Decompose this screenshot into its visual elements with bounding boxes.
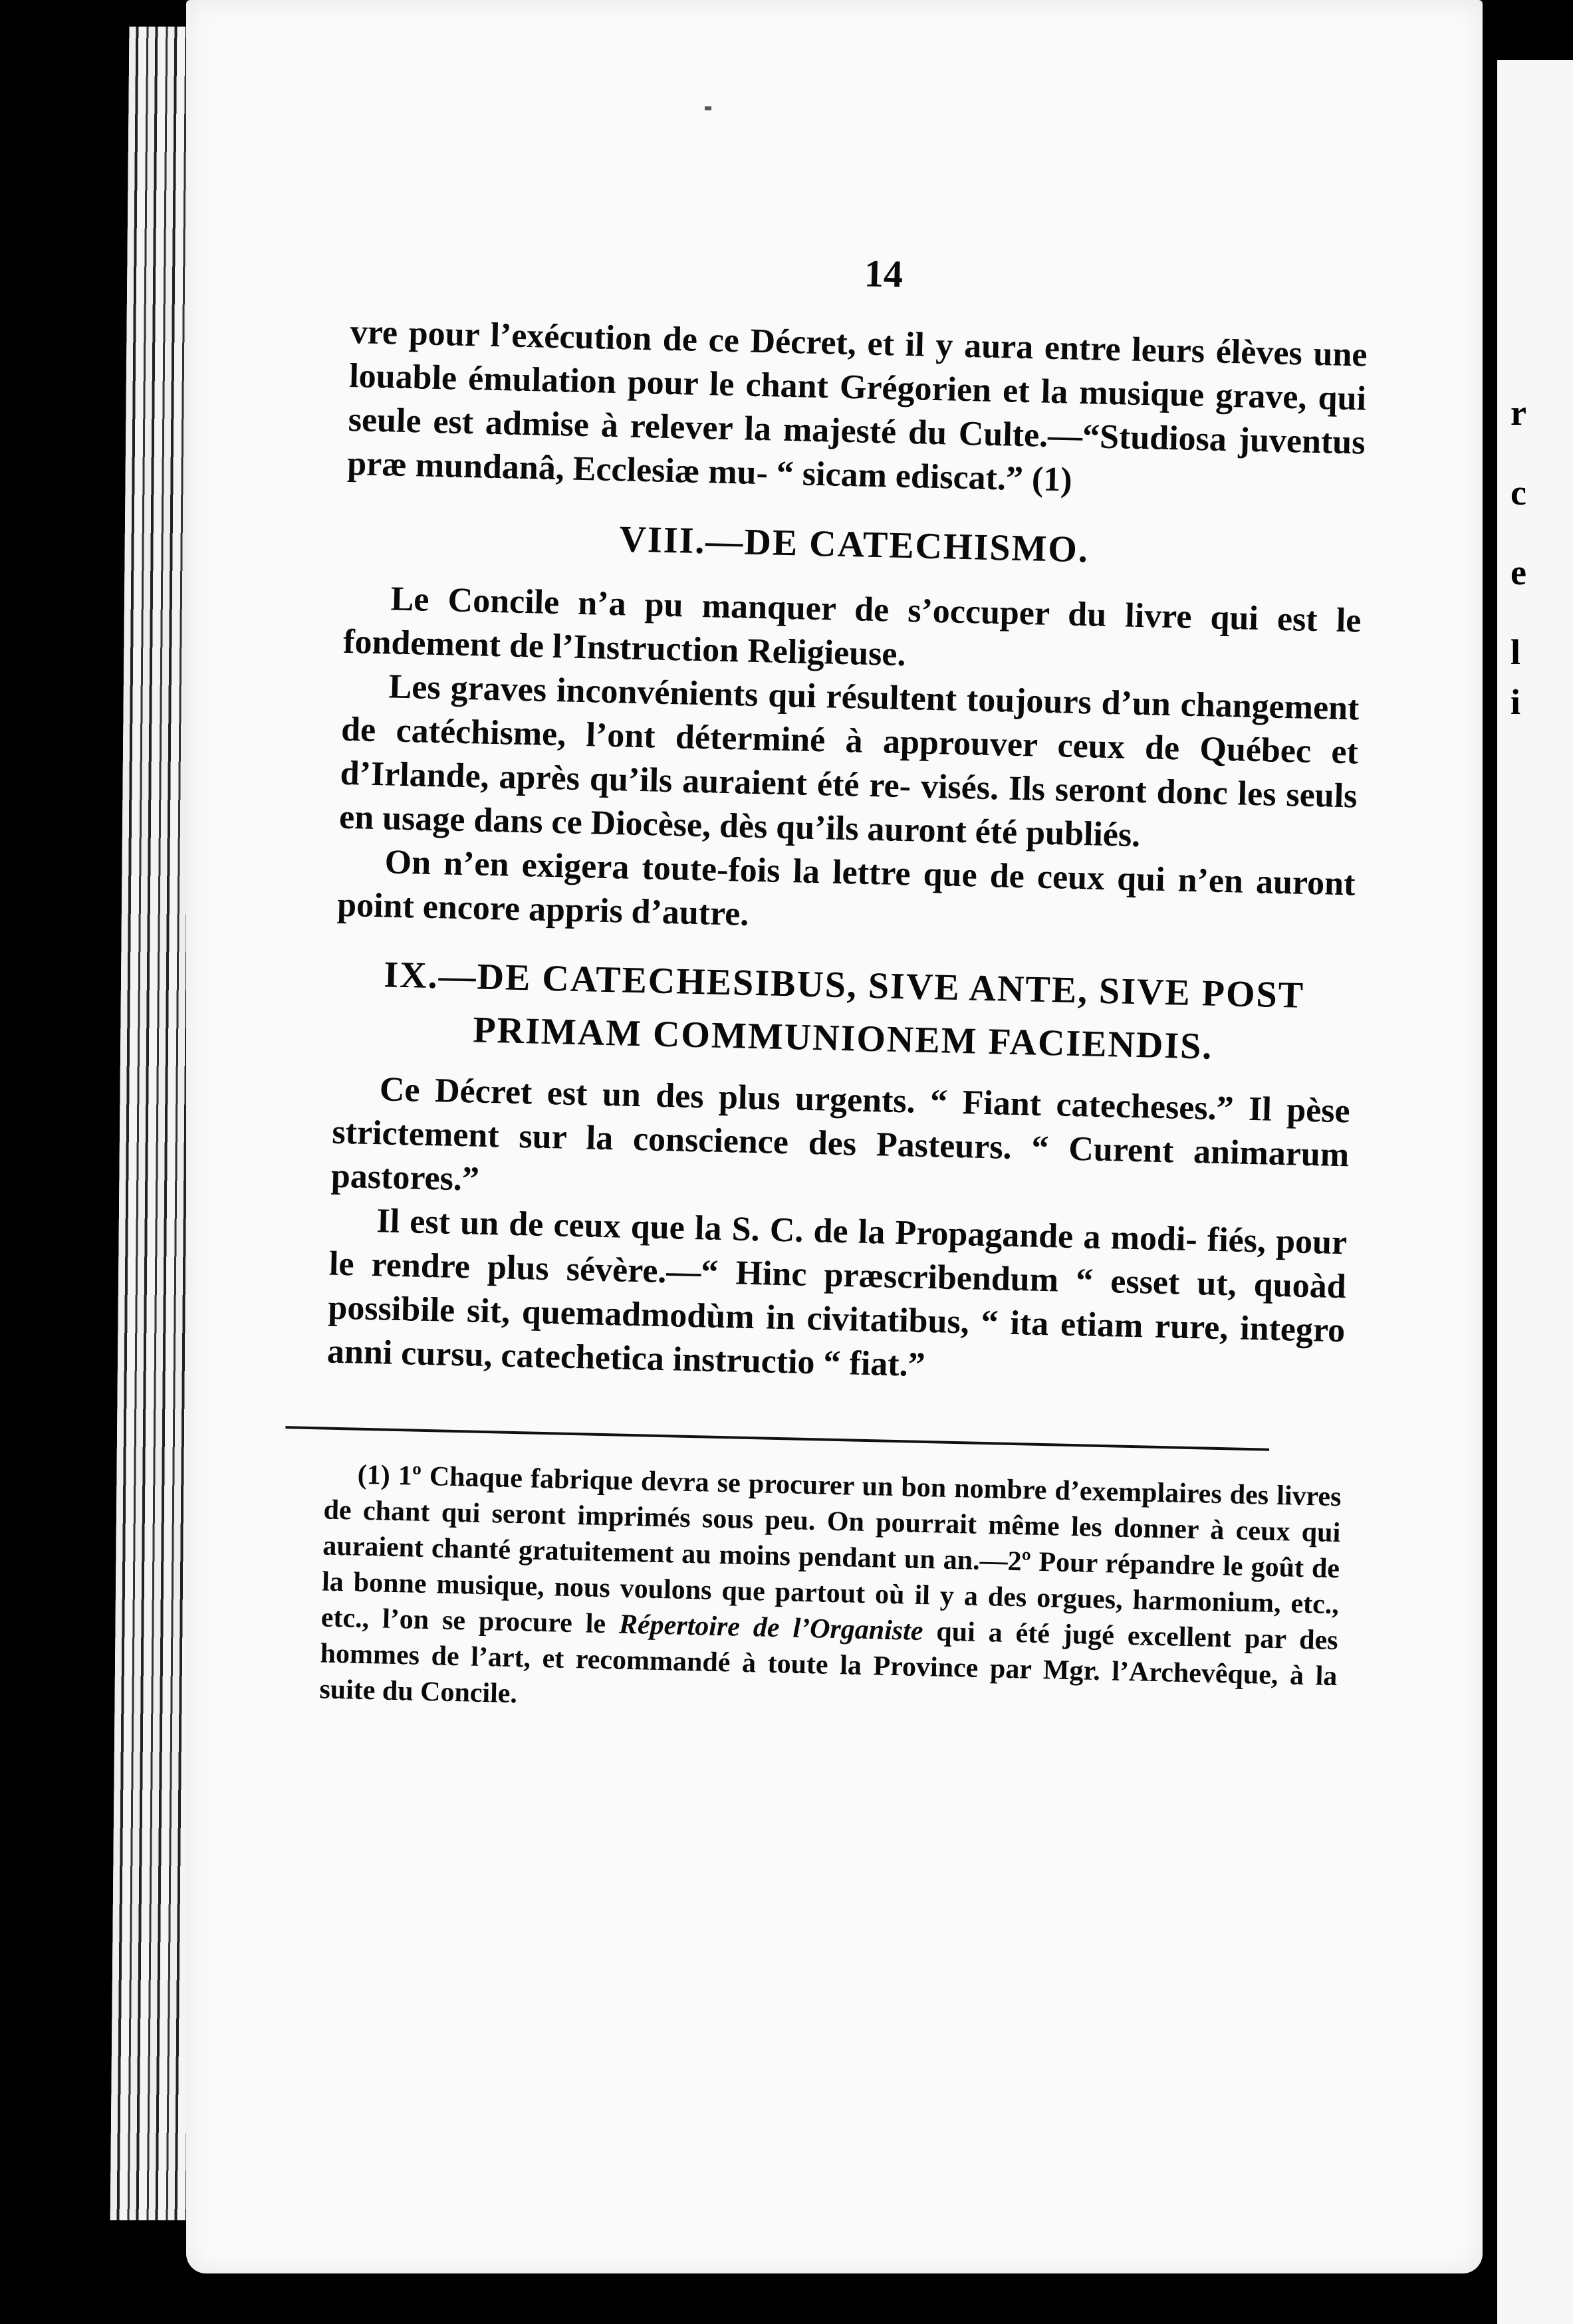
paragraph: Le Concile n’a pu manquer de s’occuper du livre qui est le fondement de l’Instruction Religieuse.: [342, 580, 1362, 674]
section-heading-viii: VIII.—DE CATECHISMO.: [618, 519, 1090, 571]
facing-page-letter: r: [1511, 393, 1526, 433]
section-heading-ix-line2: PRIMAM COMMUNIONEM FACIENDIS.: [472, 1009, 1214, 1068]
section-heading-ix: [334, 947, 1353, 1077]
ink-speck: [705, 106, 711, 110]
facing-page-letter: e: [1511, 552, 1526, 592]
footnote-text: qui a été jugé excellent par des hommes de l’art, et recommandé à toute la Province par Mgr. l’Archevêque, à la suite du Concile.: [318, 1616, 1339, 1710]
facing-page-letter: l: [1511, 632, 1521, 672]
paragraph: Les graves inconvénients qui résultent toujours d’un changement de catéchisme, l’ont déterminé à approuver ceux de Québec et d’Irlande, après qu’ils auraient été re- visés. Ils seront donc les seuls en usage dans ce Diocèse, dès qu’ils auront été publiés.: [338, 667, 1360, 855]
paragraph: Ce Décret est un des plus urgents. “ Fiant catecheses.” Il pèse strictement sur la conscience des Pasteurs. “ Curent animarum pastores.”: [330, 1070, 1351, 1199]
footnote: [319, 1456, 1342, 1731]
footnote-text: (1) 1º Chaque fabrique devra se procurer un bon nombre d’exemplaires des livres de chant qui seront imprimés sous peu. On pourrait même les donner à ceux qui auraient chanté gratuitement au moins pendant un an.—2º Pour répandre le goût de la bonne musique, nous voulons que partout où il y a des orgues, harmonium, etc., etc., l’on se procure le: [320, 1459, 1342, 1640]
paragraph: vre pour l’exécution de ce Décret, et il y aura entre leurs élèves une louable émulation pour le chant Grégorien et la musique grave, qui seule est admise à relever la majesté du Culte.—“Studiosa juventus præ mundanâ, Ecclesiæ mu- “ sicam ediscat.” (1): [346, 312, 1368, 499]
facing-page-letter: c: [1511, 473, 1526, 513]
paragraph: Il est un de ceux que la S. C. de la Propagande a modi- fiés, pour le rendre plus sévère.—“ Hinc præscribendum “ esset ut, quoàd possibile sit, quemadmodùm in civitatibus, “ ita etiam rure, integro anni cursu, catechetica instructio “ fiat.”: [326, 1202, 1348, 1384]
paragraph: On n’en exigera toute-fois la lettre que de ceux qui n’en auront point encore appris d’autre.: [336, 843, 1356, 933]
page-number: 14: [864, 251, 904, 296]
page-text: [319, 239, 1370, 1730]
footnote-title: Répertoire de l’Organiste: [618, 1609, 923, 1647]
facing-page-letter: i: [1511, 682, 1521, 722]
footnote-divider: [285, 1426, 1269, 1451]
section-heading-ix-line1: IX.—DE CATECHESIBUS, SIVE ANTE, SIVE POST: [383, 954, 1305, 1016]
facing-page-fragment: [1497, 60, 1573, 2324]
